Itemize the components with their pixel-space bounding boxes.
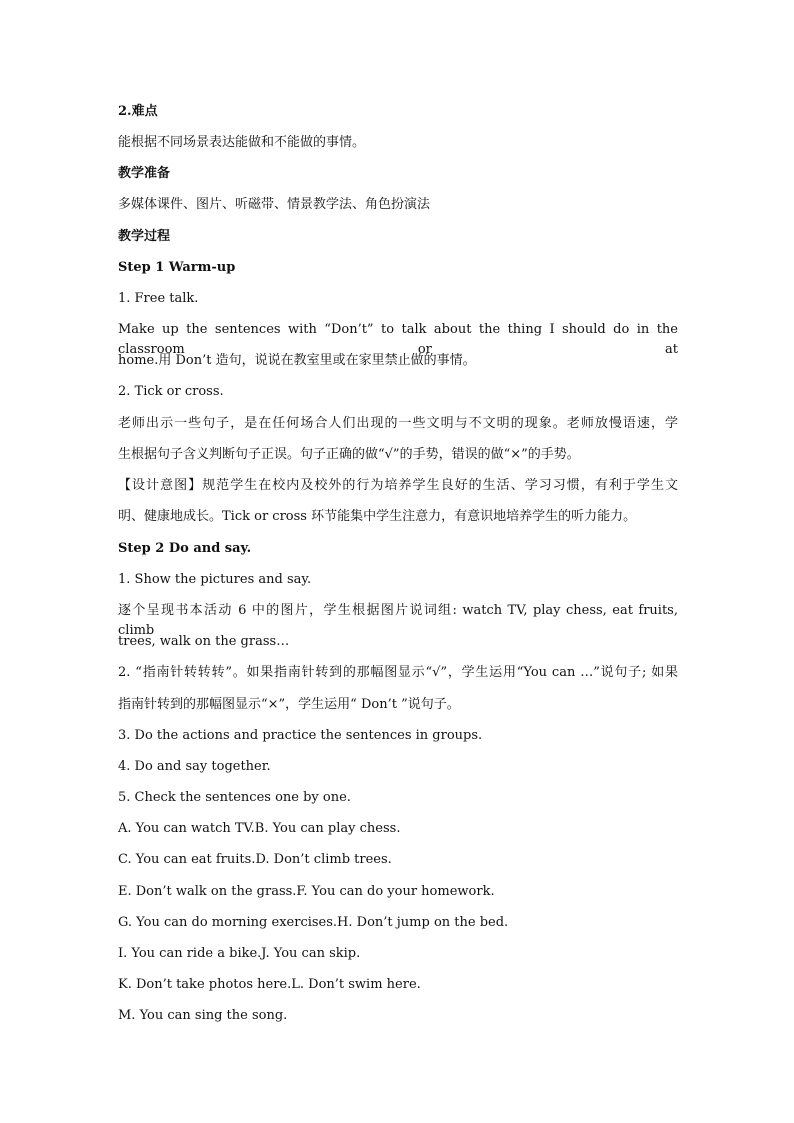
difficulty-heading: 2.难点 <box>118 104 158 119</box>
step1-item2-line1: 老师出示一些句子，是在任何场合人们出现的一些文明与不文明的现象。老师放慢语速，学 <box>118 416 678 431</box>
step2-item3: 3. Do the actions and practice the sentences in groups. <box>118 728 483 743</box>
design-intent-line1: 【设计意图】规范学生在校内及校外的行为培养学生良好的生活、学习习惯，有利于学生文 <box>118 478 678 493</box>
step1-item2-line2: 生根据句子含义判断句子正误。句子正确的做“√”的手势，错误的做“×”的手势。 <box>118 447 580 462</box>
step2-item1-title: 1. Show the pictures and say. <box>118 572 312 587</box>
sentence-line: M. You can sing the song. <box>118 1008 288 1023</box>
process-heading: 教学过程 <box>118 229 171 244</box>
sentence-line: G. You can do morning exercises.H. Don’t jump on the bed. <box>118 915 509 930</box>
step2-item2-line2: 指南针转到的那幅图显示“×”，学生运用“ Don’t ”说句子。 <box>118 697 460 712</box>
sentence-line: E. Don’t walk on the grass.F. You can do your homework. <box>118 884 495 899</box>
sentence-line: A. You can watch TV.B. You can play chess. <box>118 821 401 836</box>
step1-title: Step 1 Warm-up <box>118 260 236 275</box>
prep-heading: 教学准备 <box>118 166 171 181</box>
difficulty-text: 能根据不同场景表达能做和不能做的事情。 <box>118 135 366 150</box>
step1-item2-title: 2. Tick or cross. <box>118 384 224 399</box>
sentence-line: I. You can ride a bike.J. You can skip. <box>118 946 361 961</box>
step2-item1-line2: trees, walk on the grass… <box>118 634 290 649</box>
step2-item2-line1: 2. “指南针转转转”。如果指南针转到的那幅图显示“√”，学生运用“You can …”说句子; 如果 <box>118 665 678 680</box>
sentence-line: C. You can eat fruits.D. Don’t climb trees. <box>118 852 392 867</box>
step1-item1-title: 1. Free talk. <box>118 291 199 306</box>
sentence-line: K. Don’t take photos here.L. Don’t swim here. <box>118 977 421 992</box>
design-intent-line2: 明、健康地成长。Tick or cross 环节能集中学生注意力，有意识地培养学生的听力能力。 <box>118 509 637 524</box>
step2-item5: 5. Check the sentences one by one. <box>118 790 351 805</box>
step2-item4: 4. Do and say together. <box>118 759 271 774</box>
step1-item1-line1: Make up the sentences with “Don’t” to talk about the thing I should do in the classroom or at <box>118 322 678 357</box>
step2-title: Step 2 Do and say. <box>118 541 252 556</box>
step1-item1-line2: home.用 Don’t 造句，说说在教室里或在家里禁止做的事情。 <box>118 353 476 368</box>
step2-item1-line1: 逐个呈现书本活动 6 中的图片，学生根据图片说词组: watch TV, play chess, eat fruits, climb <box>118 603 678 638</box>
prep-text: 多媒体课件、图片、听磁带、情景教学法、角色扮演法 <box>118 197 431 212</box>
